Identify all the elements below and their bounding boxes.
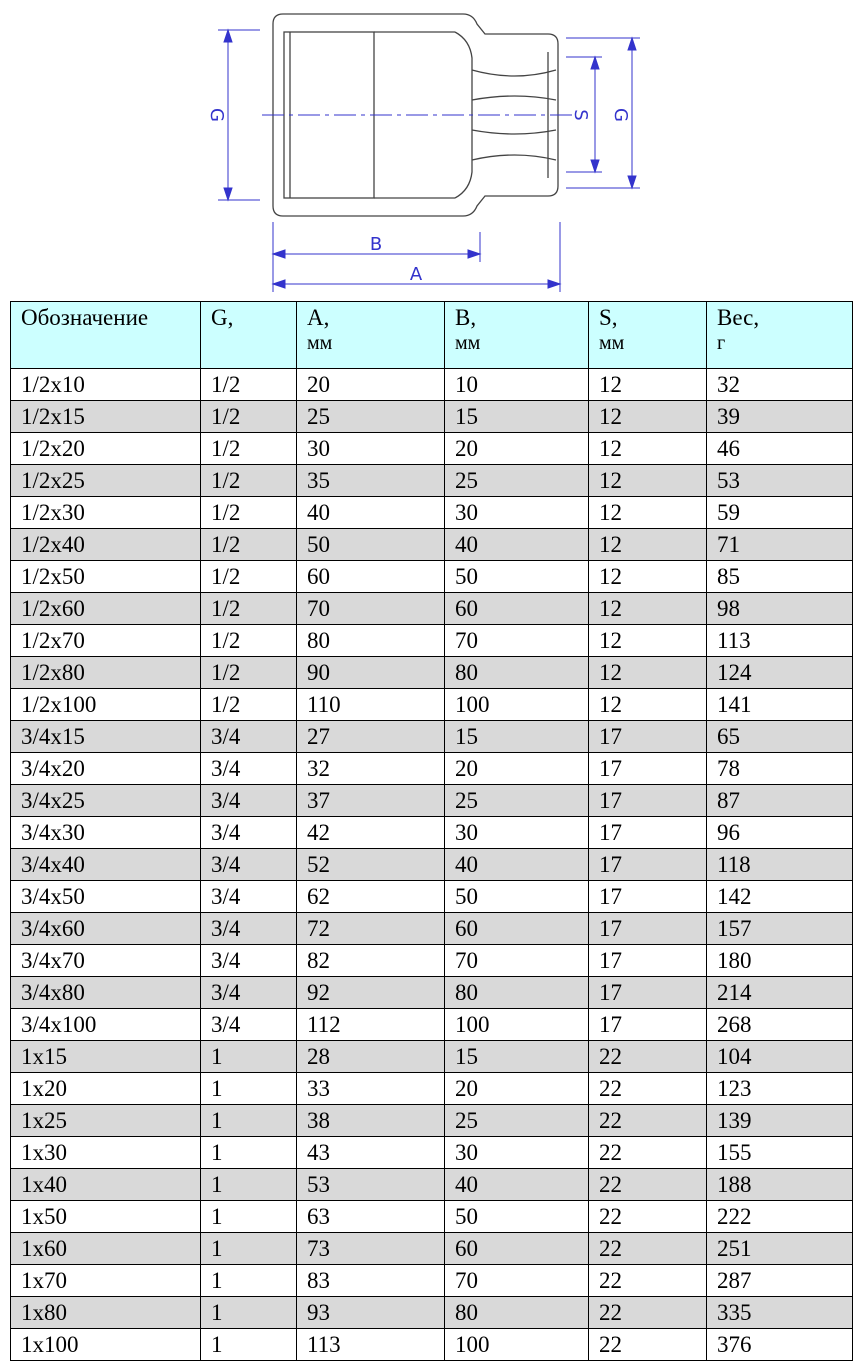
table-cell-a: 38 — [297, 1105, 445, 1137]
table-cell-b: 15 — [445, 1041, 589, 1073]
column-header-weight — [707, 302, 853, 369]
table-cell-designation: 1/2x80 — [11, 657, 201, 689]
table-cell-s: 22 — [589, 1073, 707, 1105]
table-cell-g: 1/2 — [201, 657, 297, 689]
table-cell-a: 73 — [297, 1233, 445, 1265]
table-cell-b: 80 — [445, 977, 589, 1009]
table-cell-s: 22 — [589, 1297, 707, 1329]
table-cell-weight: 287 — [707, 1265, 853, 1297]
table-cell-weight: 65 — [707, 721, 853, 753]
column-header-b — [445, 302, 589, 369]
table-cell-s: 17 — [589, 913, 707, 945]
table-cell-b: 25 — [445, 1105, 589, 1137]
table-cell-a: 28 — [297, 1041, 445, 1073]
table-cell-s: 22 — [589, 1201, 707, 1233]
table-cell-weight: 46 — [707, 433, 853, 465]
column-header-designation — [11, 302, 201, 369]
table-row — [11, 881, 853, 913]
table-cell-s: 12 — [589, 497, 707, 529]
table-cell-g: 3/4 — [201, 913, 297, 945]
table-cell-g: 1 — [201, 1233, 297, 1265]
table-cell-a: 112 — [297, 1009, 445, 1041]
table-cell-weight: 214 — [707, 977, 853, 1009]
table-row — [11, 497, 853, 529]
table-cell-s: 17 — [589, 977, 707, 1009]
table-cell-a: 92 — [297, 977, 445, 1009]
column-header-label: A, — [307, 305, 330, 330]
table-cell-s: 12 — [589, 401, 707, 433]
table-cell-weight: 268 — [707, 1009, 853, 1041]
table-row — [11, 1265, 853, 1297]
table-row — [11, 817, 853, 849]
table-cell-weight: 71 — [707, 529, 853, 561]
table-cell-designation: 1x80 — [11, 1297, 201, 1329]
table-row — [11, 1169, 853, 1201]
table-cell-designation: 1/2x70 — [11, 625, 201, 657]
table-cell-g: 1/2 — [201, 593, 297, 625]
specification-table — [10, 301, 853, 1361]
table-cell-designation: 3/4x60 — [11, 913, 201, 945]
table-cell-designation: 1x15 — [11, 1041, 201, 1073]
table-cell-g: 3/4 — [201, 721, 297, 753]
table-cell-s: 12 — [589, 593, 707, 625]
table-row — [11, 657, 853, 689]
table-cell-s: 12 — [589, 657, 707, 689]
table-cell-weight: 123 — [707, 1073, 853, 1105]
table-cell-b: 25 — [445, 465, 589, 497]
table-cell-g: 1 — [201, 1297, 297, 1329]
table-cell-b: 40 — [445, 849, 589, 881]
table-row — [11, 849, 853, 881]
table-cell-s: 22 — [589, 1105, 707, 1137]
column-header-unit: мм — [599, 332, 625, 354]
table-cell-a: 37 — [297, 785, 445, 817]
table-row — [11, 785, 853, 817]
table-cell-designation: 1x100 — [11, 1329, 201, 1361]
column-header-label: G, — [211, 305, 234, 330]
column-header-label: Вес, — [717, 305, 760, 330]
table-row — [11, 977, 853, 1009]
table-row — [11, 913, 853, 945]
table-cell-weight: 139 — [707, 1105, 853, 1137]
table-cell-g: 3/4 — [201, 1009, 297, 1041]
table-cell-b: 10 — [445, 369, 589, 401]
column-header-label: Обозначение — [21, 305, 149, 330]
table-cell-weight: 335 — [707, 1297, 853, 1329]
table-cell-weight: 39 — [707, 401, 853, 433]
table-cell-designation: 3/4x80 — [11, 977, 201, 1009]
table-cell-b: 30 — [445, 1137, 589, 1169]
table-cell-weight: 376 — [707, 1329, 853, 1361]
dimension-label-g-left: G — [206, 108, 227, 122]
table-cell-b: 30 — [445, 497, 589, 529]
column-header-label: B, — [455, 305, 477, 330]
table-cell-designation: 1/2x10 — [11, 369, 201, 401]
table-cell-a: 80 — [297, 625, 445, 657]
table-cell-a: 25 — [297, 401, 445, 433]
table-cell-g: 1/2 — [201, 465, 297, 497]
table-row — [11, 1009, 853, 1041]
table-cell-weight: 104 — [707, 1041, 853, 1073]
column-header-label: S, — [599, 305, 618, 330]
table-cell-b: 70 — [445, 945, 589, 977]
table-cell-a: 32 — [297, 753, 445, 785]
table-body — [11, 369, 853, 1361]
table-cell-weight: 85 — [707, 561, 853, 593]
table-cell-b: 20 — [445, 753, 589, 785]
table-cell-b: 60 — [445, 913, 589, 945]
table-cell-designation: 1x40 — [11, 1169, 201, 1201]
table-cell-weight: 180 — [707, 945, 853, 977]
table-cell-g: 3/4 — [201, 945, 297, 977]
table-cell-weight: 53 — [707, 465, 853, 497]
table-cell-weight: 251 — [707, 1233, 853, 1265]
table-cell-designation: 1/2x25 — [11, 465, 201, 497]
table-row — [11, 1137, 853, 1169]
table-cell-s: 17 — [589, 753, 707, 785]
table-cell-weight: 222 — [707, 1201, 853, 1233]
column-header-unit: г — [717, 332, 726, 354]
table-cell-designation: 1/2x20 — [11, 433, 201, 465]
table-cell-g: 1 — [201, 1137, 297, 1169]
table-cell-weight: 59 — [707, 497, 853, 529]
table-row — [11, 753, 853, 785]
dimension-label-g-right: G — [610, 108, 631, 122]
table-cell-a: 20 — [297, 369, 445, 401]
table-cell-b: 100 — [445, 1009, 589, 1041]
table-cell-g: 1/2 — [201, 401, 297, 433]
table-cell-s: 17 — [589, 785, 707, 817]
table-cell-b: 20 — [445, 1073, 589, 1105]
table-cell-b: 80 — [445, 657, 589, 689]
table-cell-a: 62 — [297, 881, 445, 913]
table-cell-designation: 3/4x40 — [11, 849, 201, 881]
table-row — [11, 1073, 853, 1105]
table-row — [11, 561, 853, 593]
table-cell-designation: 3/4x30 — [11, 817, 201, 849]
table-cell-s: 17 — [589, 881, 707, 913]
table-cell-b: 20 — [445, 433, 589, 465]
dimension-label-s: S — [570, 109, 591, 121]
table-cell-weight: 124 — [707, 657, 853, 689]
table-cell-g: 3/4 — [201, 849, 297, 881]
dimension-label-b: B — [369, 234, 383, 255]
fitting-technical-drawing — [0, 0, 862, 300]
table-cell-a: 72 — [297, 913, 445, 945]
table-cell-s: 12 — [589, 369, 707, 401]
table-cell-a: 53 — [297, 1169, 445, 1201]
table-cell-designation: 1/2x50 — [11, 561, 201, 593]
table-header — [11, 302, 853, 369]
table-cell-g: 1 — [201, 1265, 297, 1297]
table-cell-a: 113 — [297, 1329, 445, 1361]
column-header-unit: мм — [455, 332, 481, 354]
table-cell-g: 1/2 — [201, 433, 297, 465]
table-cell-a: 63 — [297, 1201, 445, 1233]
table-cell-g: 1 — [201, 1105, 297, 1137]
column-header-s — [589, 302, 707, 369]
table-row — [11, 689, 853, 721]
table-cell-b: 15 — [445, 401, 589, 433]
table-cell-designation: 3/4x20 — [11, 753, 201, 785]
table-cell-g: 3/4 — [201, 977, 297, 1009]
table-cell-g: 1 — [201, 1169, 297, 1201]
table-cell-weight: 142 — [707, 881, 853, 913]
column-header-unit: мм — [307, 332, 333, 354]
table-cell-designation: 1x70 — [11, 1265, 201, 1297]
dimension-label-a: A — [409, 264, 423, 285]
table-cell-weight: 118 — [707, 849, 853, 881]
table-cell-g: 1 — [201, 1201, 297, 1233]
table-cell-designation: 1x60 — [11, 1233, 201, 1265]
table-cell-b: 60 — [445, 1233, 589, 1265]
table-row — [11, 401, 853, 433]
table-cell-weight: 188 — [707, 1169, 853, 1201]
column-header-g — [201, 302, 297, 369]
table-cell-a: 30 — [297, 433, 445, 465]
table-cell-a: 42 — [297, 817, 445, 849]
table-cell-g: 1/2 — [201, 625, 297, 657]
table-cell-weight: 96 — [707, 817, 853, 849]
table-cell-g: 1/2 — [201, 529, 297, 561]
table-cell-a: 43 — [297, 1137, 445, 1169]
table-cell-designation: 1x20 — [11, 1073, 201, 1105]
table-cell-g: 3/4 — [201, 817, 297, 849]
table-row — [11, 593, 853, 625]
table-cell-s: 17 — [589, 849, 707, 881]
table-cell-s: 22 — [589, 1233, 707, 1265]
table-cell-designation: 1x50 — [11, 1201, 201, 1233]
table-cell-b: 80 — [445, 1297, 589, 1329]
table-row — [11, 1233, 853, 1265]
table-cell-a: 83 — [297, 1265, 445, 1297]
table-cell-g: 1/2 — [201, 369, 297, 401]
table-cell-b: 30 — [445, 817, 589, 849]
table-cell-s: 12 — [589, 561, 707, 593]
table-row — [11, 1297, 853, 1329]
table-cell-a: 70 — [297, 593, 445, 625]
table-cell-designation: 1/2x40 — [11, 529, 201, 561]
table-row — [11, 369, 853, 401]
table-cell-designation: 1/2x30 — [11, 497, 201, 529]
table-cell-s: 17 — [589, 945, 707, 977]
table-cell-designation: 3/4x50 — [11, 881, 201, 913]
table-cell-a: 60 — [297, 561, 445, 593]
table-cell-weight: 32 — [707, 369, 853, 401]
table-cell-b: 25 — [445, 785, 589, 817]
table-cell-a: 82 — [297, 945, 445, 977]
table-cell-s: 17 — [589, 721, 707, 753]
table-row — [11, 721, 853, 753]
table-row — [11, 1201, 853, 1233]
column-header-a — [297, 302, 445, 369]
table-cell-weight: 157 — [707, 913, 853, 945]
table-row — [11, 1105, 853, 1137]
table-cell-weight: 141 — [707, 689, 853, 721]
table-cell-designation: 3/4x70 — [11, 945, 201, 977]
table-cell-designation: 1x30 — [11, 1137, 201, 1169]
table-cell-s: 22 — [589, 1329, 707, 1361]
table-cell-designation: 3/4x15 — [11, 721, 201, 753]
table-cell-g: 1 — [201, 1041, 297, 1073]
table-cell-s: 12 — [589, 625, 707, 657]
table-row — [11, 625, 853, 657]
table-cell-weight: 78 — [707, 753, 853, 785]
table-cell-g: 1/2 — [201, 497, 297, 529]
table-cell-s: 22 — [589, 1169, 707, 1201]
table-cell-designation: 1/2x15 — [11, 401, 201, 433]
table-row — [11, 433, 853, 465]
table-cell-weight: 155 — [707, 1137, 853, 1169]
table-cell-designation: 3/4x100 — [11, 1009, 201, 1041]
table-cell-designation: 1/2x100 — [11, 689, 201, 721]
table-cell-b: 70 — [445, 625, 589, 657]
table-cell-a: 110 — [297, 689, 445, 721]
dimension-lines — [218, 30, 640, 292]
table-cell-s: 22 — [589, 1041, 707, 1073]
table-cell-a: 35 — [297, 465, 445, 497]
table-cell-designation: 1/2x60 — [11, 593, 201, 625]
table-cell-s: 12 — [589, 529, 707, 561]
table-cell-g: 1/2 — [201, 689, 297, 721]
table-cell-designation: 3/4x25 — [11, 785, 201, 817]
table-row — [11, 465, 853, 497]
table-cell-weight: 113 — [707, 625, 853, 657]
table-cell-s: 12 — [589, 689, 707, 721]
table-cell-a: 33 — [297, 1073, 445, 1105]
table-cell-s: 22 — [589, 1265, 707, 1297]
table-cell-g: 1 — [201, 1073, 297, 1105]
table-cell-a: 27 — [297, 721, 445, 753]
table-cell-b: 50 — [445, 1201, 589, 1233]
table-cell-b: 50 — [445, 561, 589, 593]
table-cell-b: 100 — [445, 689, 589, 721]
table-cell-g: 3/4 — [201, 753, 297, 785]
table-cell-b: 60 — [445, 593, 589, 625]
table-cell-b: 40 — [445, 1169, 589, 1201]
table-cell-weight: 98 — [707, 593, 853, 625]
table-cell-a: 52 — [297, 849, 445, 881]
table-cell-s: 22 — [589, 1137, 707, 1169]
table-cell-designation: 1x25 — [11, 1105, 201, 1137]
table-row — [11, 1041, 853, 1073]
table-cell-g: 3/4 — [201, 785, 297, 817]
table-row — [11, 1329, 853, 1361]
table-cell-a: 90 — [297, 657, 445, 689]
table-row — [11, 945, 853, 977]
table-cell-a: 93 — [297, 1297, 445, 1329]
header-row — [11, 302, 853, 369]
table-cell-weight: 87 — [707, 785, 853, 817]
table-cell-b: 40 — [445, 529, 589, 561]
table-cell-b: 100 — [445, 1329, 589, 1361]
table-cell-a: 50 — [297, 529, 445, 561]
table-cell-s: 17 — [589, 817, 707, 849]
table-cell-b: 15 — [445, 721, 589, 753]
table-cell-g: 3/4 — [201, 881, 297, 913]
table-cell-s: 17 — [589, 1009, 707, 1041]
table-cell-s: 12 — [589, 465, 707, 497]
table-cell-b: 50 — [445, 881, 589, 913]
table-cell-b: 70 — [445, 1265, 589, 1297]
table-row — [11, 529, 853, 561]
table-cell-a: 40 — [297, 497, 445, 529]
table-cell-s: 12 — [589, 433, 707, 465]
table-cell-g: 1 — [201, 1329, 297, 1361]
table-cell-g: 1/2 — [201, 561, 297, 593]
